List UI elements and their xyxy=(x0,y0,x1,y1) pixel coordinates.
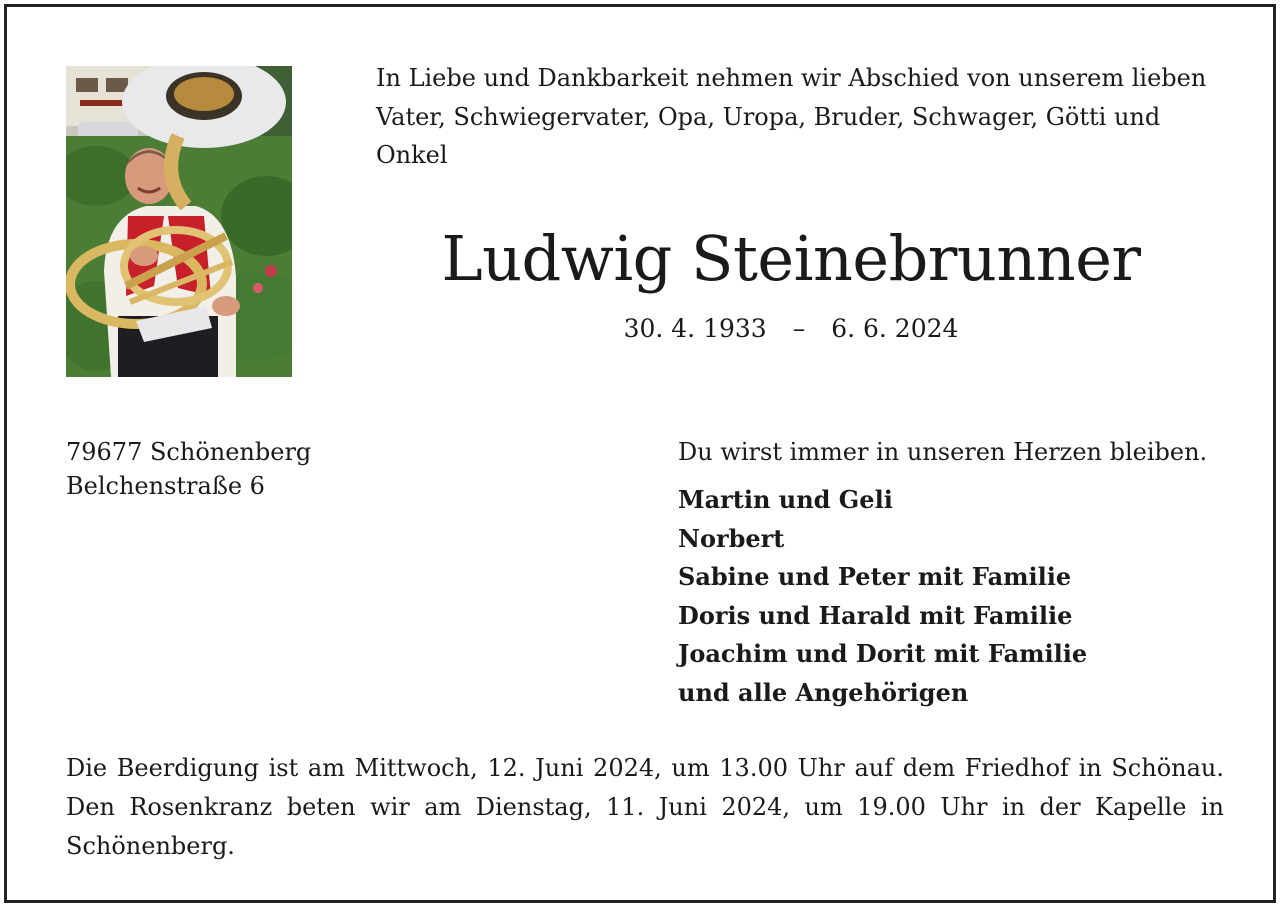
funeral-details: Die Beerdigung ist am Mittwoch, 12. Juni 2024, um 13.00 Uhr auf dem Friedhof in Schönau. Den Rosenkranz beten wir am Dienstag, 11. Juni 2024, um 19.00 Uhr in der Kapelle in Schönenberg. xyxy=(66,754,1224,860)
address-city: 79677 Schönenberg xyxy=(66,438,312,466)
portrait-photo xyxy=(66,66,292,377)
mourner-entry: Martin und Geli xyxy=(678,485,893,514)
farewell-text: Du wirst immer in unseren Herzen bleiben. xyxy=(678,438,1208,466)
mourners-list xyxy=(678,481,1087,712)
mourner-entry: Doris und Harald mit Familie xyxy=(678,600,1073,630)
intro-text: In Liebe und Dankbarkeit nehmen wir Abschied von unserem lieben Vater, Schwiegervater, Opa, Uropa, Bruder, Schwager, Götti und Onkel xyxy=(376,64,1207,169)
life-dates xyxy=(376,311,1206,347)
mourner-entry: und alle Angehörigen xyxy=(678,677,969,707)
mourner-entry: Joachim und Dorit mit Familie xyxy=(678,639,1088,668)
obituary-card xyxy=(4,4,1276,903)
address-street: Belchenstraße 6 xyxy=(66,472,265,500)
address-block xyxy=(66,435,311,503)
birth-date: 30. 4. 1933 xyxy=(623,314,767,343)
mourner-entry: Norbert xyxy=(678,523,785,553)
deceased-name: Ludwig Steinebrunner xyxy=(441,222,1141,295)
date-separator: – xyxy=(792,314,806,343)
death-date: 6. 6. 2024 xyxy=(831,314,959,343)
mourner-entry: Sabine und Peter mit Familie xyxy=(678,562,1072,591)
